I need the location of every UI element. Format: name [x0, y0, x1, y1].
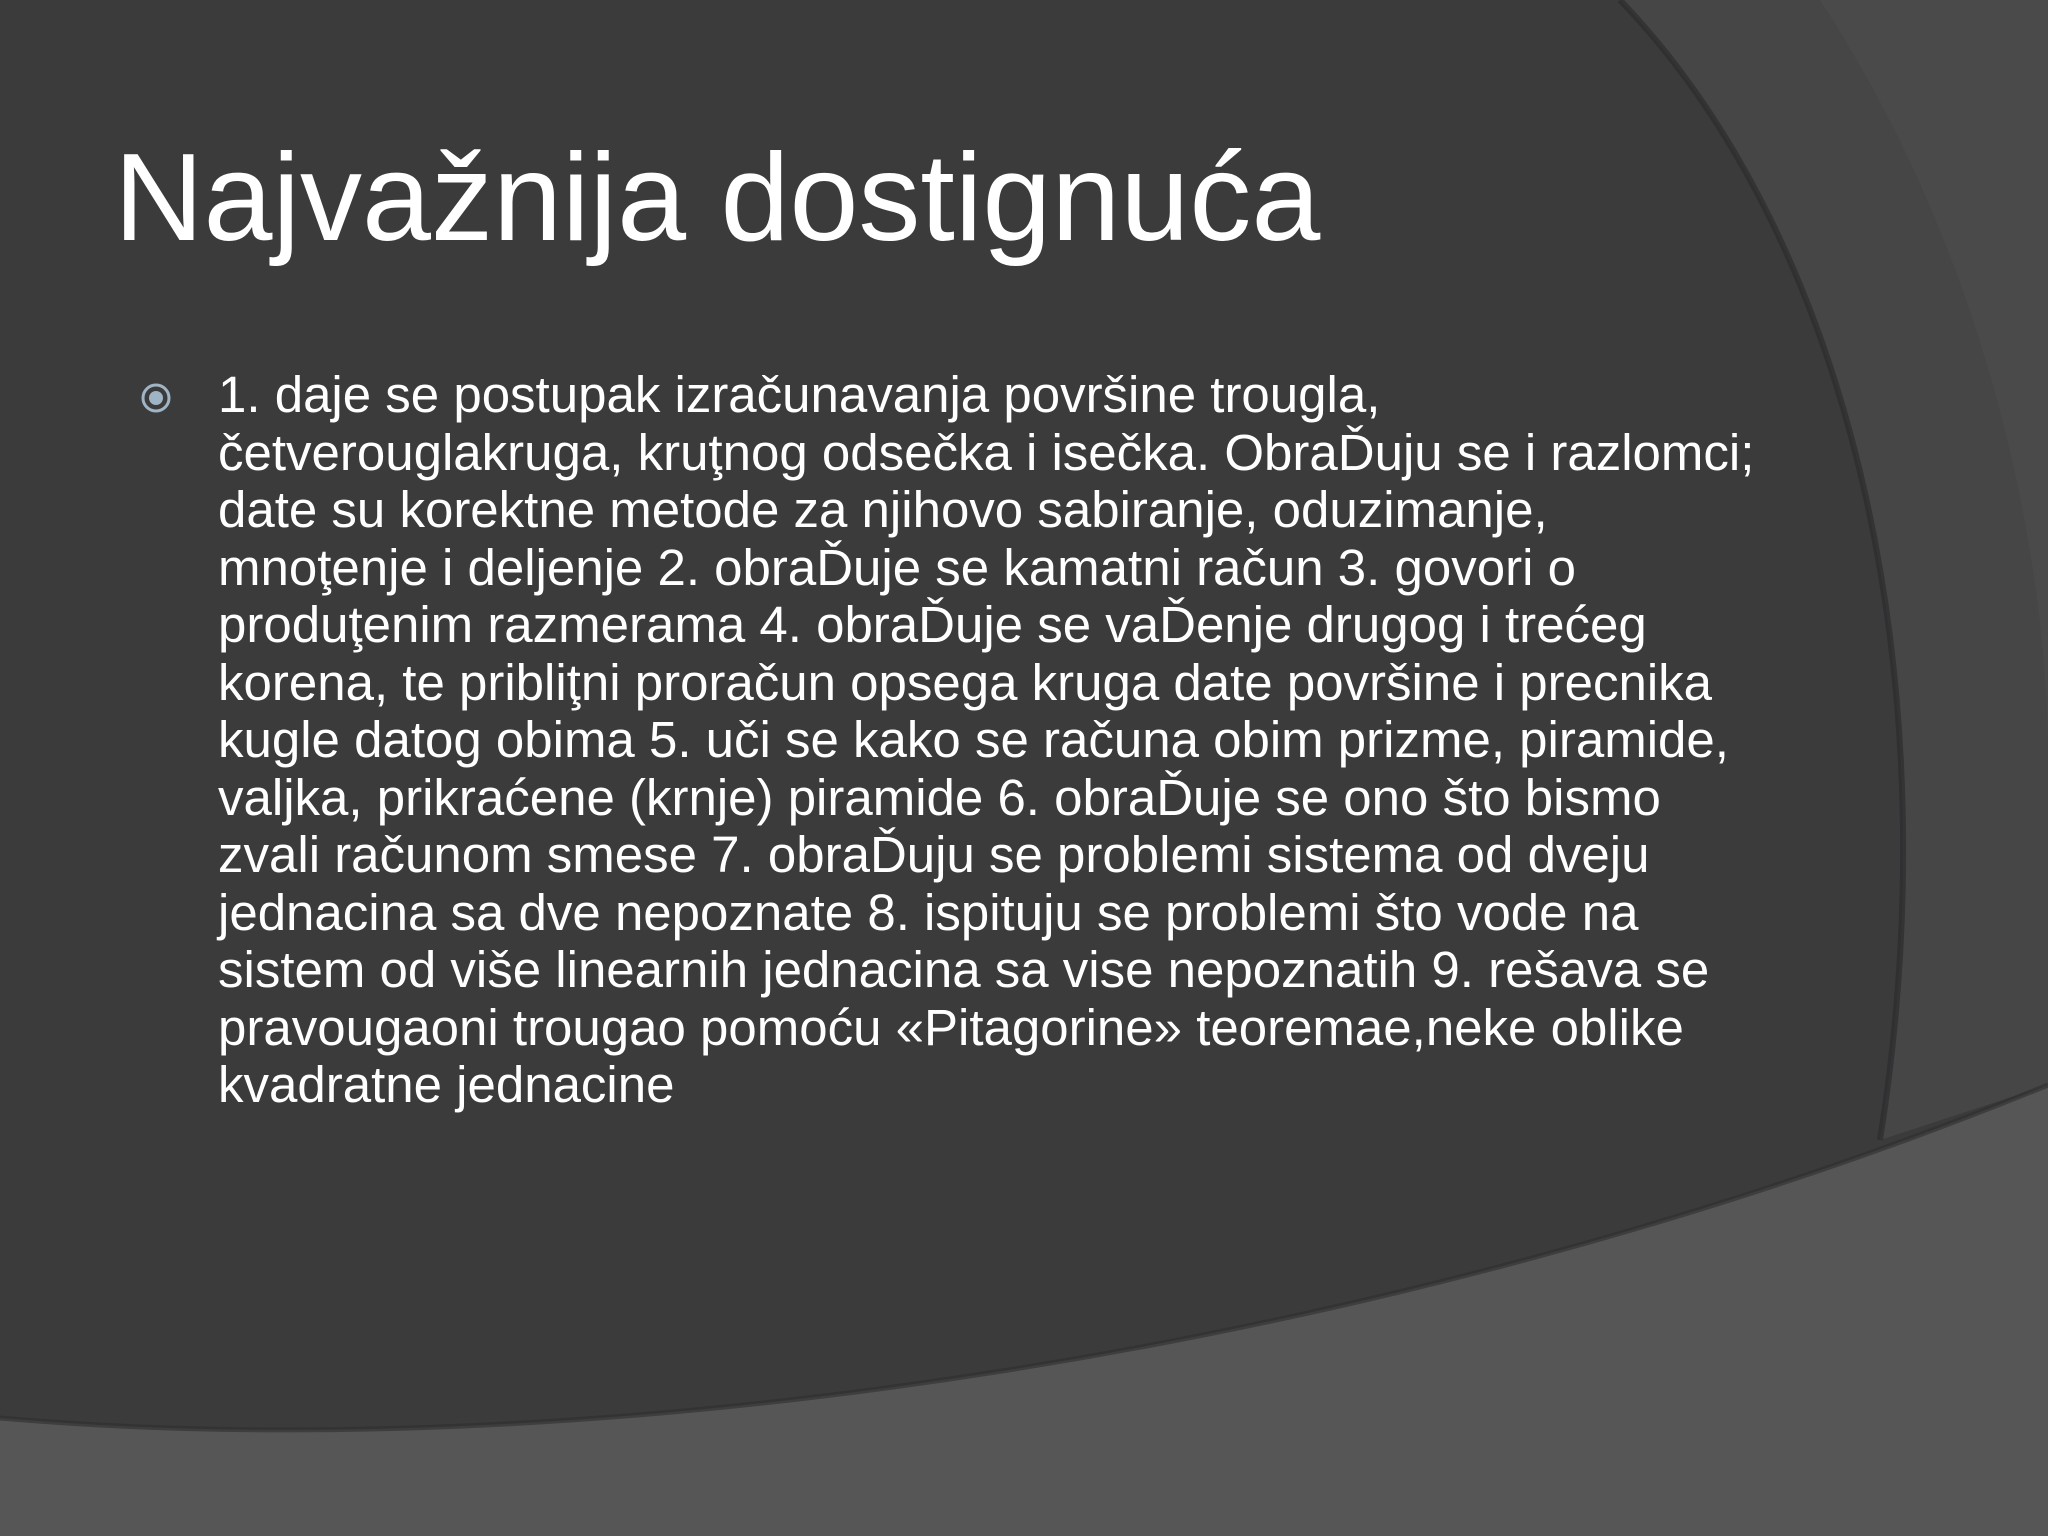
- bottom-wedge: [0, 1085, 2048, 1536]
- bullet-text: 1. daje se postupak izračunavanja površine trougla, četverouglakruga, kruţnog odsečka i isečka. ObraĎuju se i razlomci; date su korektne metode za njihovo sabiranje, oduzimanje, mnoţenje i deljenje 2. obraĎuje se kamatni račun 3. govori o produţenim razmerama 4. obraĎuje se vaĎenje drugog i trećeg korena, te pribliţni proračun opsega kruga date površine i precnika kugle datog obima 5. uči se kako se računa obim prizme, piramide, valjka, prikraćene (krnje) piramide 6. obraĎuje se ono što bismo zvali računom smese 7. obraĎuju se problemi sistema od dveju jednacina sa dve nepoznate 8. ispituju se problemi što vode na sistem od više linearnih jednacina sa vise nepoznatih 9. rešava se pravougaoni trougao pomoću «Pitagorine» teoremae,neke oblike kvadratne jednacine: [218, 366, 1755, 1113]
- circle-dot-icon: [140, 382, 172, 414]
- bullet-list: [130, 366, 1760, 1114]
- bullet-item: [130, 366, 1760, 1114]
- slide-title: Najvažnija dostignuća: [114, 129, 1321, 267]
